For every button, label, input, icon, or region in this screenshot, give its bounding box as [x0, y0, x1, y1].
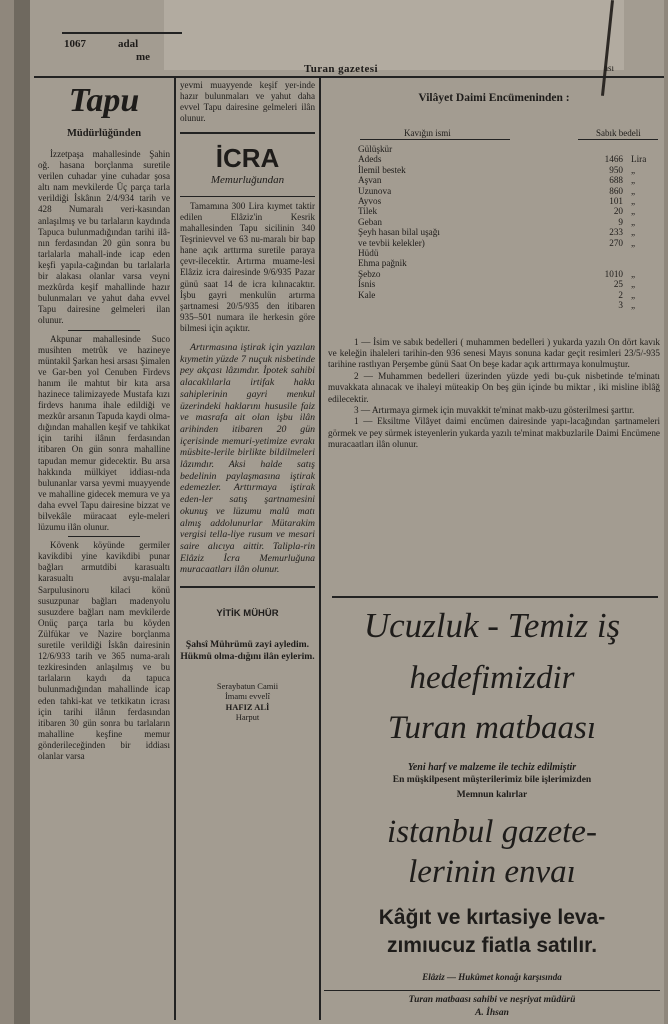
kavik-unit: Lira: [631, 154, 647, 165]
tapu-subtitle: Müdürlüğünden: [66, 128, 142, 139]
yitik-title: YİTİK MÜHÜR: [216, 607, 279, 619]
col-price-header: Sabık bedeli: [596, 128, 641, 138]
kavik-name: Şebzo: [358, 268, 381, 279]
encumen-section: [328, 82, 660, 582]
ad-line-8: lerinin envaı: [408, 854, 576, 890]
kavik-name: ve tevbii kelekler): [358, 237, 425, 248]
page-edge-shadow: [14, 0, 30, 1024]
icra-title: İCRA: [215, 142, 280, 173]
ad-line-10: zımıucuz fiatla satılır.: [386, 934, 598, 957]
kavik-unit: „: [631, 237, 636, 248]
kavik-price: 2: [618, 289, 623, 300]
newspaper-name: Turan gazetesi: [304, 63, 378, 75]
newspaper-page: [14, 0, 664, 1024]
tapu-title: Tapu: [68, 82, 140, 119]
kavik-name: İsnis: [358, 279, 376, 290]
kavik-name: Kale: [358, 289, 376, 300]
ad-line-5: En müşkilpesent müşterilerimiz bile işlerimizden: [392, 775, 592, 785]
kavik-unit: „: [631, 175, 636, 186]
kavik-name: Ehma pağnik: [358, 258, 407, 269]
ad-address: Elâziz — Hukûmet konağı karşısında: [422, 972, 562, 982]
kavik-name: İlemil bestek: [358, 164, 406, 175]
kavik-unit: „: [631, 196, 636, 207]
kavik-unit: [623, 258, 660, 268]
encumen-row: [328, 144, 660, 154]
col-name-rule: [360, 139, 510, 140]
kavik-price: 270: [609, 237, 623, 248]
encumen-row: [328, 206, 660, 216]
kavik-unit: „: [631, 227, 636, 238]
encumen-para: 2 — Muhammen bedelleri üzerinden yüzde yedi bu-çuk nisbetinde te'minatı muvakkata alınacak ve ihaleyi müteakip On beş gün içinde bu miktar , iki misline iblâğ edilecektir.: [328, 370, 660, 404]
tapu-continuation: yevmi muayyende keşif yer-inde hazır bulunmaları ve yahut daha evvel Tapu dairesine gelmeleri ilân olunur.: [180, 80, 315, 124]
encumen-row: [328, 186, 660, 196]
encumen-title: Vilâyet Daimi Encümeninden :: [418, 92, 570, 104]
column-rule-2: [319, 78, 321, 1020]
encumen-row: [328, 165, 660, 175]
kavik-price: 1466: [604, 154, 623, 165]
kavik-price: 688: [609, 175, 623, 186]
kavik-price: 25: [613, 279, 623, 290]
ad-line-3: Turan matbaası: [387, 710, 597, 746]
yitik-sign-line: İmamı evvelî: [224, 691, 271, 702]
icra-body: Tamamına 300 Lira kıymet taktir edilen Elâziz'in Kesrik mahallesinden Tapu sicilinin 340 Teşrinievvel ve 63 nu-maralı bir bap hane açık arttırma suretile paraya çevr-ilecektir. Artırma muame-lesi Elâziz icra dairesinde 9/6/935 Pazar günü saat 14 de icra kılınacaktır. İşbu gayri menkulün artırma şartnamesi 20/5/935 den itibaren 935–501 numara ile herkesin göre bilmesi için açıktır.: [180, 200, 315, 333]
tapu-column: [38, 82, 170, 1020]
kavik-name: Hüdü: [358, 248, 379, 259]
kavik-price: 3: [618, 300, 623, 311]
tapu-divider: [68, 330, 140, 331]
encumen-row: [328, 196, 660, 206]
kavik-name: Geban: [358, 216, 382, 227]
ad-line-7: istanbul gazete-: [387, 814, 597, 850]
kavik-price: [568, 144, 623, 154]
col-name-header: Kavığın ismi: [404, 128, 451, 138]
kavik-name: Gülüşkür: [358, 144, 393, 154]
yitik-body: Şahsî Mührümü zayi ayledim. Hükmü olma-dığını ilân eylerim.: [180, 638, 315, 662]
kavik-unit: „: [631, 185, 636, 196]
kavik-unit: „: [631, 206, 636, 217]
kavik-unit: [623, 248, 660, 258]
footer-line-2: A. İhsan: [475, 1008, 509, 1018]
torn-paper-area: [164, 0, 624, 70]
prev-page-fragment-2: me: [136, 51, 151, 63]
encumen-row: [328, 258, 660, 268]
encumen-para: 3 — Artırmaya girmek için muvakkit te'minat makb-uzu gösterilmesi şarttır.: [354, 404, 635, 415]
masthead-right-fragment: ası: [604, 63, 614, 73]
yitik-sign-line: Harput: [235, 712, 260, 723]
kavik-name: Uzunova: [358, 185, 392, 196]
encumen-row: [328, 300, 660, 310]
kavik-price: 1010: [604, 268, 623, 279]
ad-line-6: Memnun kalırlar: [456, 790, 528, 800]
encumen-para: 1 — İsim ve sabık bedelleri ( muhammen bedelleri ) yukarda yazılı On dört kavık ve keleğin ihaleleri tarihin-den 936 senesi Mayıs sonuna kadar geçit resimleri 23/5/-935 tarihine rastlıyan Perşembe günü Saat On beşe kadar açık arttırmaya konulmuştur.: [328, 336, 660, 370]
tapu-paragraph: Kövenk köyünde germiler kavikdibi yine kavikdibi punar bağları armutdibi karasualtı karasualtı avşu-malalar Sarpulusinoru kilaci könü susuzpunar bağları madenyolu susuzdere bağları nam mevkilerde Onüç parça tarla bu köyden Zülfükar ve Nazire borçlanma suretile verildiği İskân dairesinin 12/6/933 tarih ve 365 numa-aralı tezkiresinden anlaşılmış ve bu tarlaların kaydı da tapuca bulunmadığından mahallinde icap eden tahki-kat ve tetkikatın icrası için tarihi ilânın ferdasından itibaren 30 gün sonra bu tarlaların mahalline keşfine memur gönderileceğinden bir iddiası olanlar varsa: [38, 540, 170, 761]
kavik-name: Adeds: [358, 154, 382, 165]
kavik-unit: „: [631, 289, 636, 300]
encumen-para: 1 — Eksiltme Vilâyet daimi encümen dairesinde yapı-lacağından şartnameleri görmek ve pey sürmek isteyenlerin yukarda yazılı te'minat makbuzlarile Daimi Encümene muracaatları ilân olunur.: [328, 416, 660, 450]
encumen-row: [328, 227, 660, 237]
yitik-sign-line: Seraybatun Camii: [216, 680, 279, 691]
encumen-table: [328, 144, 660, 311]
kavik-name: Şeyh hasan bilal uşağı: [358, 227, 440, 238]
col-price-rule: [578, 139, 658, 140]
kavik-unit: „: [631, 300, 636, 311]
footer-rule: [324, 990, 660, 991]
icra-top-rule: [180, 132, 315, 134]
ad-line-2: hedefimizdir: [409, 660, 575, 696]
kavik-price: 101: [609, 196, 623, 207]
kavik-name: [328, 300, 568, 310]
tapu-divider: [68, 536, 140, 537]
kavik-price: 950: [609, 164, 623, 175]
icra-subtitle: Memurluğundan: [210, 173, 285, 186]
kavik-price: 9: [618, 216, 623, 227]
icra-conditions: Artırmasına iştirak için yazılan kıymetin yüzde 7 nuçuk nisbetinde pey akçası lâzımdır. İpotek sahibi alacaklılarla irtifak hakkı sahiplerinin gayri menkul üzerindeki haklarını hususile faiz ve masrafa ait olan işbu ilân arihinden itibaren 20 gün içerisinde memuri-yetimize evrakı müsbite-lerile birlikte bildilmeleri lâzımdır. Aksi halde satış bedelinin paylaşmasına iştirak edemezler. Arttırmaya iştirak eden-ler satış şartnamesini okunuş ve lüzumu malû matı almış addolunurlar Mütarakim vergisi tella-liye rusum ve mesari saire alıcıya aittir. Talipla-rin Elâziz İcra Memurluğuna muracaatları ilân olunur.: [180, 342, 315, 576]
kavik-unit: „: [631, 279, 636, 290]
kavik-name: Aşvan: [358, 175, 382, 186]
ad-line-1: Ucuzluk - Temiz iş: [363, 606, 621, 645]
yitik-signature: [180, 681, 315, 723]
encumen-table-header: [328, 128, 660, 144]
prev-page-fragment: adal: [118, 38, 139, 50]
encumen-row: [328, 154, 660, 164]
tapu-paragraph: Akpunar mahallesinde Suco musihten metrûk ve hazineye müntakil Şarkan hesi arsası Şimalen ve Gar-ben yol Cenuben Firdevs hanım ile mahtut bir kıta arsa hazinece talimizayede Mustafa kızı firdevs hanıma ihale edildiği ve mezkûr arsanın Tapuda kaydi olma-dığından mahallen keşif ve tahkikat için tarihi ilânın ferdasından itibaren On gün sonra mahalline tapudan memur gidecektir. Bu arsa hakkında mülkiyet iddiası-nda bulunanlar varsa yevmi muayyende ve mahalline gidecek memura ve ya daha evvel Tapu dairesine bizzat ve bilvekâle müracaat eyle-meleri lüzumu ilân olunur.: [38, 333, 170, 533]
kavik-price: 860: [609, 185, 623, 196]
kavik-price: 233: [609, 227, 623, 238]
kavik-name: Ayvos: [358, 196, 382, 207]
footer-line-1: Turan matbaası sahibi ve neşriyat müdürü: [408, 995, 576, 1005]
kavik-unit: „: [631, 216, 636, 227]
kavik-price: [568, 248, 623, 258]
icra-column: [180, 80, 315, 1020]
tapu-paragraph: İzzetpaşa mahallesinde Şahin oğ. hasana borçlanma suretile verilen cuhadar yine cuhadar şosa altı nam mevkilerde Üç parça tarla verildiği İskânın 2/4/934 tarih ve 428 Numaralı veri-kasından anlaşılmış ve bu tarlaların kaydında Tapuca bulunmadığından tarihi ilâ-nın ferdasından 20 gün sonra bu tarlalarla mahall-inde icap eden keşfi yapıla-cağından bu tarlalarla bir alakası olanlar varsa veyni mezkûrda keşif mahallinde hazır bulunmaları ve yahut daha evvel Tapu dairesine gelmeleri ilan olunur.: [38, 149, 170, 326]
encumen-row: [328, 290, 660, 300]
masthead-rule: [34, 76, 664, 78]
icra-bottom-rule: [180, 586, 315, 588]
kavik-unit: „: [631, 268, 636, 279]
encumen-row: [328, 238, 660, 248]
encumen-row: [328, 175, 660, 185]
prev-page-number: 1067: [64, 38, 86, 50]
encumen-row: [328, 217, 660, 227]
kavik-price: [568, 258, 623, 268]
top-rule-fragment: [62, 32, 182, 34]
kavik-unit: „: [631, 164, 636, 175]
kavik-price: 20: [613, 206, 623, 217]
yitik-sign-name: HAFIZ ALİ: [225, 701, 270, 712]
encumen-row: [328, 248, 660, 258]
encumen-row: [328, 269, 660, 279]
ad-line-9: Kâğıt ve kırtasiye leva-: [378, 906, 606, 929]
ad-line-4: Yeni harf ve malzeme ile techiz edilmiştir: [407, 762, 577, 773]
kavik-name: Tilek: [358, 206, 378, 217]
ad-top-rule: [332, 596, 658, 598]
icra-subtitle-rule: [180, 196, 315, 197]
encumen-row: [328, 279, 660, 289]
matbaa-ad: [322, 600, 662, 990]
kavik-unit: [623, 144, 660, 154]
column-rule-1: [174, 78, 176, 1020]
